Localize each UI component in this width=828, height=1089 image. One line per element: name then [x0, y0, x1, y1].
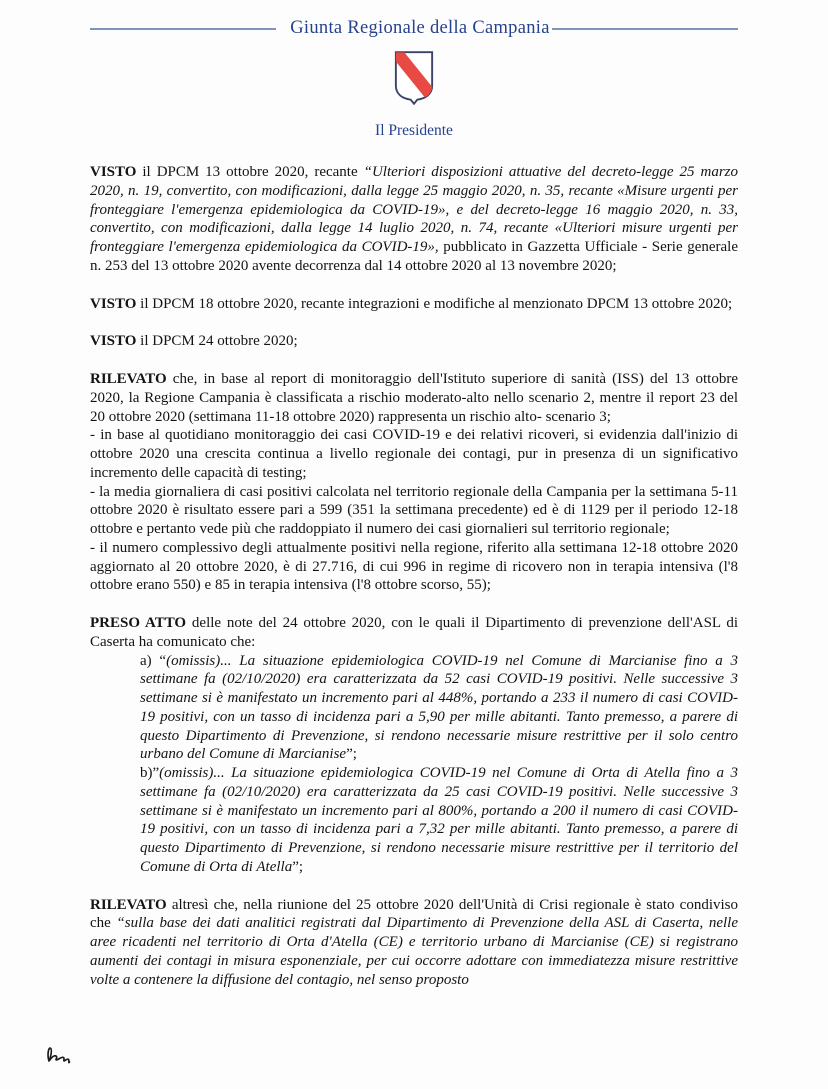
paragraph-rilevato-1 — [90, 370, 738, 426]
text-run: che, in base al report di monitoraggio dell'Istituto superiore di sanità (ISS) del 13 ottobre 2020, la Regione Campania è classificata a rischio moderato-alto nello scenario 2, mentre il report 23 del 20 ottobre 2020 (settimana 11-18 ottobre 2020) rappresenta un rischio alto- scenario 3; — [90, 371, 738, 425]
text-run: ”; — [292, 858, 304, 875]
paragraph-rilevato-1-item-3 — [90, 539, 738, 595]
paragraph-visto-2 — [90, 295, 738, 314]
letterhead-title-row — [90, 18, 738, 39]
text-run: RILEVATO — [90, 896, 167, 913]
header-rule-left — [90, 28, 276, 30]
campania-coat-of-arms-icon — [0, 50, 828, 106]
paragraph-preso-atto — [90, 614, 738, 652]
text-run: - in base al quotidiano monitoraggio dei casi COVID-19 e dei relativi ricoveri, si evidenzia dall'inizio di ottobre 2020 una crescita continua a livello regionale dei contagi, pur in presenza di un significativo incremento delle capacità di testing; — [90, 427, 738, 481]
paragraph-visto-1 — [90, 163, 738, 276]
text-run: pubblicato in Gazzetta Ufficiale - Serie generale n. 253 del 13 ottobre 2020 avente decorrenza dal 14 ottobre 2020 al 13 novembre 2020; — [90, 239, 739, 274]
text-run: RILEVATO — [90, 371, 167, 387]
text-run: (omissis)... La situazione epidemiologica COVID-19 nel Comune di Orta di Atella fino a 3 settimane fa (02/10/2020) era caratterizzata da 25 casi COVID-19 positivi. Nelle successive 3 settimane si è manifestato un incremento pari al 800%, portando a 200 il numero di casi COVID-19 positivi, con un tasso di incidenza pari a 7,32 per mille abitanti. Tanto premesso, a parere di questo Dipartimento di Prevenzione, si rendono necessarie misure restrittive per il territorio del Comune di Orta di Atella — [140, 765, 738, 875]
text-run: il DPCM 24 ottobre 2020; — [136, 333, 298, 350]
text-run: PRESO ATTO — [90, 615, 187, 631]
text-run: a) “ — [140, 652, 167, 669]
letterhead-subtitle: Il Presidente — [375, 122, 453, 139]
text-run: il DPCM 18 ottobre 2020, recante integrazioni e modifiche al menzionato DPCM 13 ottobre 2020; — [136, 295, 733, 312]
text-run: b)” — [140, 765, 160, 781]
paragraph-rilevato-2 — [90, 896, 738, 990]
letterhead-title: Giunta Regionale della Campania — [290, 18, 550, 38]
header-rule-right — [552, 28, 738, 30]
text-run: - il numero complessivo degli attualmente positivi nella regione, riferito alla settimana 12-18 ottobre 2020 aggiornato al 20 ottobre 2020, è di 27.716, di cui 996 in regime di ricovero non in terapia intensiva (l'8 ottobre erano 550) e 85 in terapia intensiva (l'8 ottobre scorso, 55); — [90, 539, 738, 594]
text-run: “Ulteriori disposizioni attuative del decreto-legge 25 marzo 2020, n. 19, convertito, con modificazioni, dalla legge 25 maggio 2020, n. 35, recante «Misure urgenti per fronteggiare l'emergenza epidemiologica da COVID-19», e del decreto-legge 16 maggio 2020, n. 33, convertito, con modificazioni, dalla legge 14 luglio 2020, n. 74, recante «Ulteriori misure urgenti per fronteggiare l'emergenza epidemiologica da COVID-19», — [90, 164, 739, 255]
letterhead — [0, 0, 828, 140]
paragraph-item-a — [140, 652, 738, 765]
handwritten-initials-icon — [42, 1044, 78, 1073]
text-run: delle note del 24 ottobre 2020, con le quali il Dipartimento di prevenzione dell'ASL di Caserta ha comunicato che: — [90, 615, 738, 650]
text-run: VISTO — [90, 164, 137, 180]
paragraph-rilevato-1-item-2 — [90, 483, 738, 539]
text-run: VISTO — [90, 295, 137, 312]
text-run: (omissis)... La situazione epidemiologica COVID-19 nel Comune di Marcianise fino a 3 settimane fa (02/10/2020) era caratterizzata da 52 casi COVID-19 positivi. Nelle successive 3 settimane si è manifestato un incremento pari al 448%, portando a 233 il numero di casi COVID-19 positivi, con un tasso di incidenza pari a 5,90 per mille abitanti. Tanto premesso, a parere di questo Dipartimento di Prevenzione, si rendono necessarie misure restrittive per il solo centro urbano del Comune di Marcianise — [140, 652, 738, 763]
text-run: ”; — [346, 746, 357, 763]
text-run: “sulla base dei dati analitici registrati dal Dipartimento di Prevenzione della ASL di Caserta, nelle aree ricadenti nel territorio di Orta d'Atella (CE) e territorio urbano di Marcianise (CE) si registrano aumenti dei contagi in misura esponenziale, per cui occorre adottare con immediatezza misure restrittive volte a contenere la diffusione del contagio, nel senso proposto — [90, 915, 738, 988]
paragraph-item-b — [140, 764, 738, 877]
text-run: VISTO — [90, 333, 137, 350]
paragraph-visto-3 — [90, 332, 738, 351]
document-body — [90, 163, 738, 989]
text-run: altresì che, nella riunione del 25 ottobre 2020 dell'Unità di Crisi regionale è stato condiviso che — [90, 896, 738, 932]
text-run: - la media giornaliera di casi positivi calcolata nel territorio regionale della Campania per la settimana 5-11 ottobre 2020 è risultato essere pari a 599 (351 la settimana precedente) ed è di 1129 per il periodo 12-18 ottobre e pertanto vede più che raddoppiato il numero dei casi giornalieri sul territorio regionale; — [90, 483, 738, 537]
paragraph-rilevato-1-item-1 — [90, 426, 738, 482]
text-run: il DPCM 13 ottobre 2020, recante — [136, 164, 364, 180]
